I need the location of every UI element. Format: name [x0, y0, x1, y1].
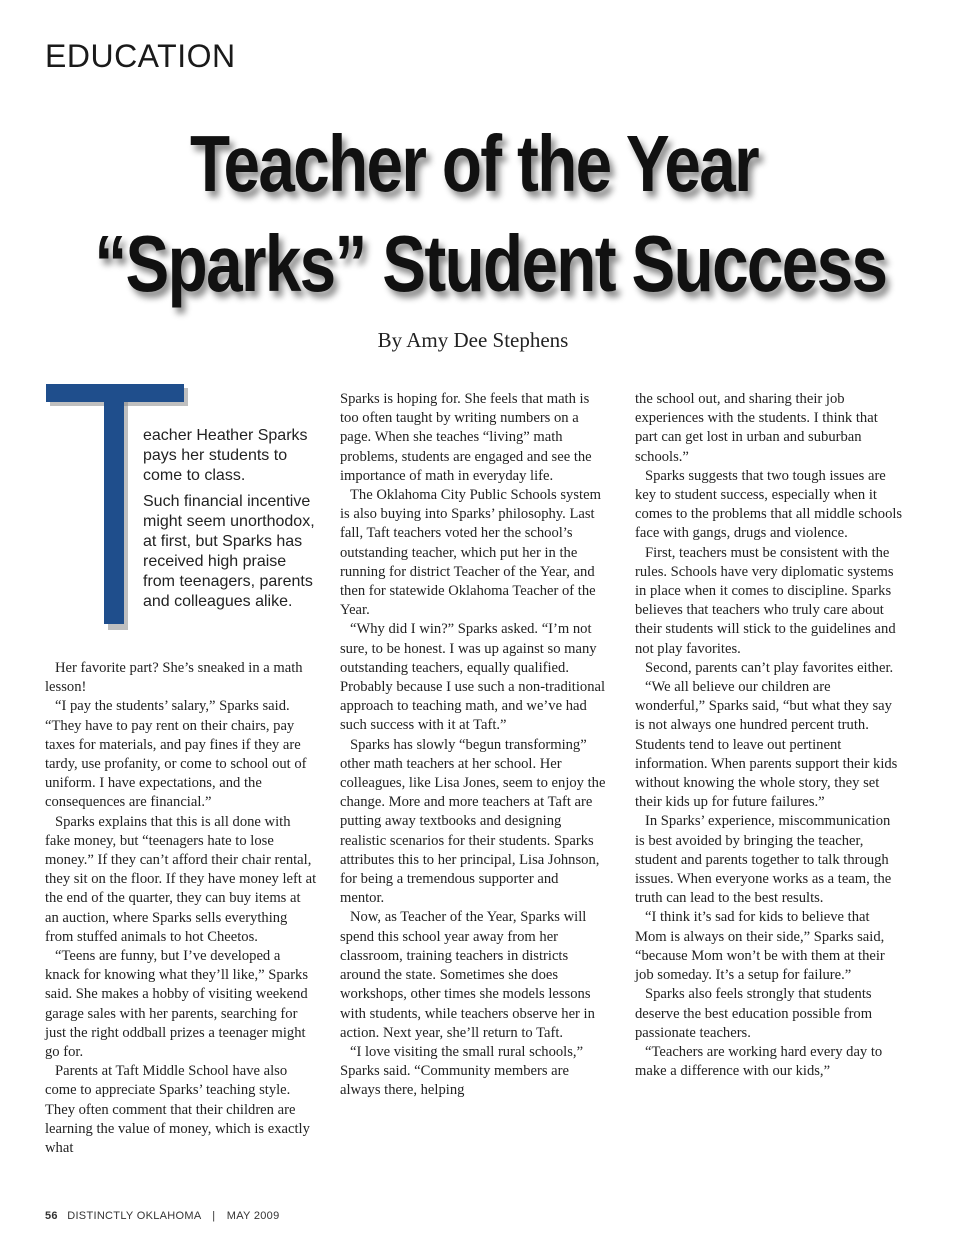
- paragraph: Sparks is hoping for. She feels that math is too often taught by writing numbers on a page. When she teaches “living” math problems, students are engaged and see the importance of math in everyday life.: [340, 391, 592, 484]
- byline: By Amy Dee Stephens: [377, 328, 569, 352]
- paragraph: Sparks explains that this is all done with fake money, but “teenagers hate to lose money.” If they can’t afford their chair rental, they sit on the floor. If they have money left at the end of the quarter, they can buy items at an auction, where Sparks sells everything from stuffed animals to hot Cheetos.: [45, 813, 317, 945]
- paragraph: “Teens are funny, but I’ve developed a knack for knowing what they’ll like,” Sparks said. She makes a hobby of visiting weekend garage sales with her parents, searching for just the right oddball prizes a teenager might go for.: [45, 948, 309, 1061]
- headline-line-2: “Sparks” Student Success: [94, 219, 887, 308]
- paragraph: Parents at Taft Middle School have also come to appreciate Sparks’ teaching style. They often comment that their children are learning the value of money, which is exactly what: [45, 1063, 310, 1157]
- paragraph: “I think it’s sad for kids to believe that Mom is always on their side,” Sparks said, “because Mom won’t be with them at their job someday. It’s a setup for failure.”: [635, 909, 885, 984]
- footer-separator: |: [212, 1210, 216, 1222]
- paragraph: Sparks suggests that two tough issues are key to student success, especially when it comes to the problems that all middle schools face with gangs, drugs and violence.: [635, 467, 903, 542]
- paragraph: The Oklahoma City Public Schools system is also buying into Sparks’ philosophy. Last fall, Taft teachers voted her the school’s outstanding teacher, which put her in the running for district Teacher of the Year, and then for statewide Oklahoma Teacher of the Year.: [340, 487, 601, 619]
- lead-paragraph-1: eacher Heather Sparks pays her students to come to class.: [143, 427, 308, 484]
- section-label: EDUCATION: [45, 38, 236, 74]
- paragraph: Second, parents can’t play favorites either.: [645, 659, 894, 676]
- paragraph: “We all believe our children are wonderful,” Sparks said, “but what they say is not always one hundred percent truth. Students tend to leave out pertinent information. When parents support their kids without knowing the whole story, they set their kids up for future failures.”: [635, 679, 898, 811]
- paragraph: “Teachers are working hard every day to make a difference with our kids,”: [635, 1043, 883, 1080]
- paragraph: “I love visiting the small rural schools,” Sparks said. “Community members are always there, helping: [340, 1043, 584, 1099]
- paragraph: In Sparks’ experience, miscommunication is best avoided by bringing the teacher, student and parents together to talk through issues. When everyone works as a team, the truth can lead to the best results.: [635, 813, 892, 907]
- paragraph: First, teachers must be consistent with the rules. Schools have very diplomatic systems in place when it comes to discipline. Sparks believes that teachers who truly care about their students will stick to the guidelines and not play favorites.: [635, 544, 896, 657]
- page-footer: [45, 1210, 280, 1222]
- headline-line-1: Teacher of the Year: [189, 119, 759, 208]
- paragraph: Sparks has slowly “begun transforming” other math teachers at her school. Her colleagues, like Lisa Jones, seem to enjoy the change. More and more teachers at Taft are putting away textbooks and designing realistic scenarios for their students. Sparks attributes this to her principal, Lisa Johnson, for being a tremendous supporter and mentor.: [340, 736, 606, 907]
- paragraph: Now, as Teacher of the Year, Sparks will spend this school year away from her classroom, training teachers in districts around the state. Sometimes she does workshops, other times she models lessons with students, while teachers observe her in action. Next year, she’ll return to Taft.: [340, 909, 595, 1041]
- issue-date: MAY 2009: [226, 1210, 280, 1222]
- article-column-1: [45, 659, 317, 1158]
- paragraph: “I pay the students’ salary,” Sparks said. “They have to pay rent on their chairs, pay taxes for materials, and pay fines if they are tardy, use profanity, or come to school out of uniform. I have expectations, and the consequences are financial.”: [45, 698, 307, 811]
- paragraph: Sparks also feels strongly that students deserve the best education possible from passionate teachers.: [635, 986, 873, 1041]
- lead-paragraph-2: Such financial incentive might seem unorthodox, at first, but Sparks has received high praise from teenagers, parents and colleagues alike.: [143, 493, 315, 610]
- paragraph: the school out, and sharing their job experiences with the students. I think that part can get lost in urban and suburban schools.”: [635, 391, 878, 465]
- paragraph: Her favorite part? She’s sneaked in a math lesson!: [45, 660, 303, 696]
- article-column-2: [340, 390, 606, 1101]
- page-number: 56: [45, 1210, 58, 1222]
- paragraph: “Why did I win?” Sparks asked. “I’m not sure, to be honest. I was up against so many outstanding teachers, equally qualified. Probably because I use such a non-traditional approach to teaching math, and we’ve had such success with it at Taft.”: [340, 621, 606, 734]
- article-column-3: [635, 390, 903, 1081]
- publication-name: DISTINCTLY OKLAHOMA: [67, 1210, 201, 1222]
